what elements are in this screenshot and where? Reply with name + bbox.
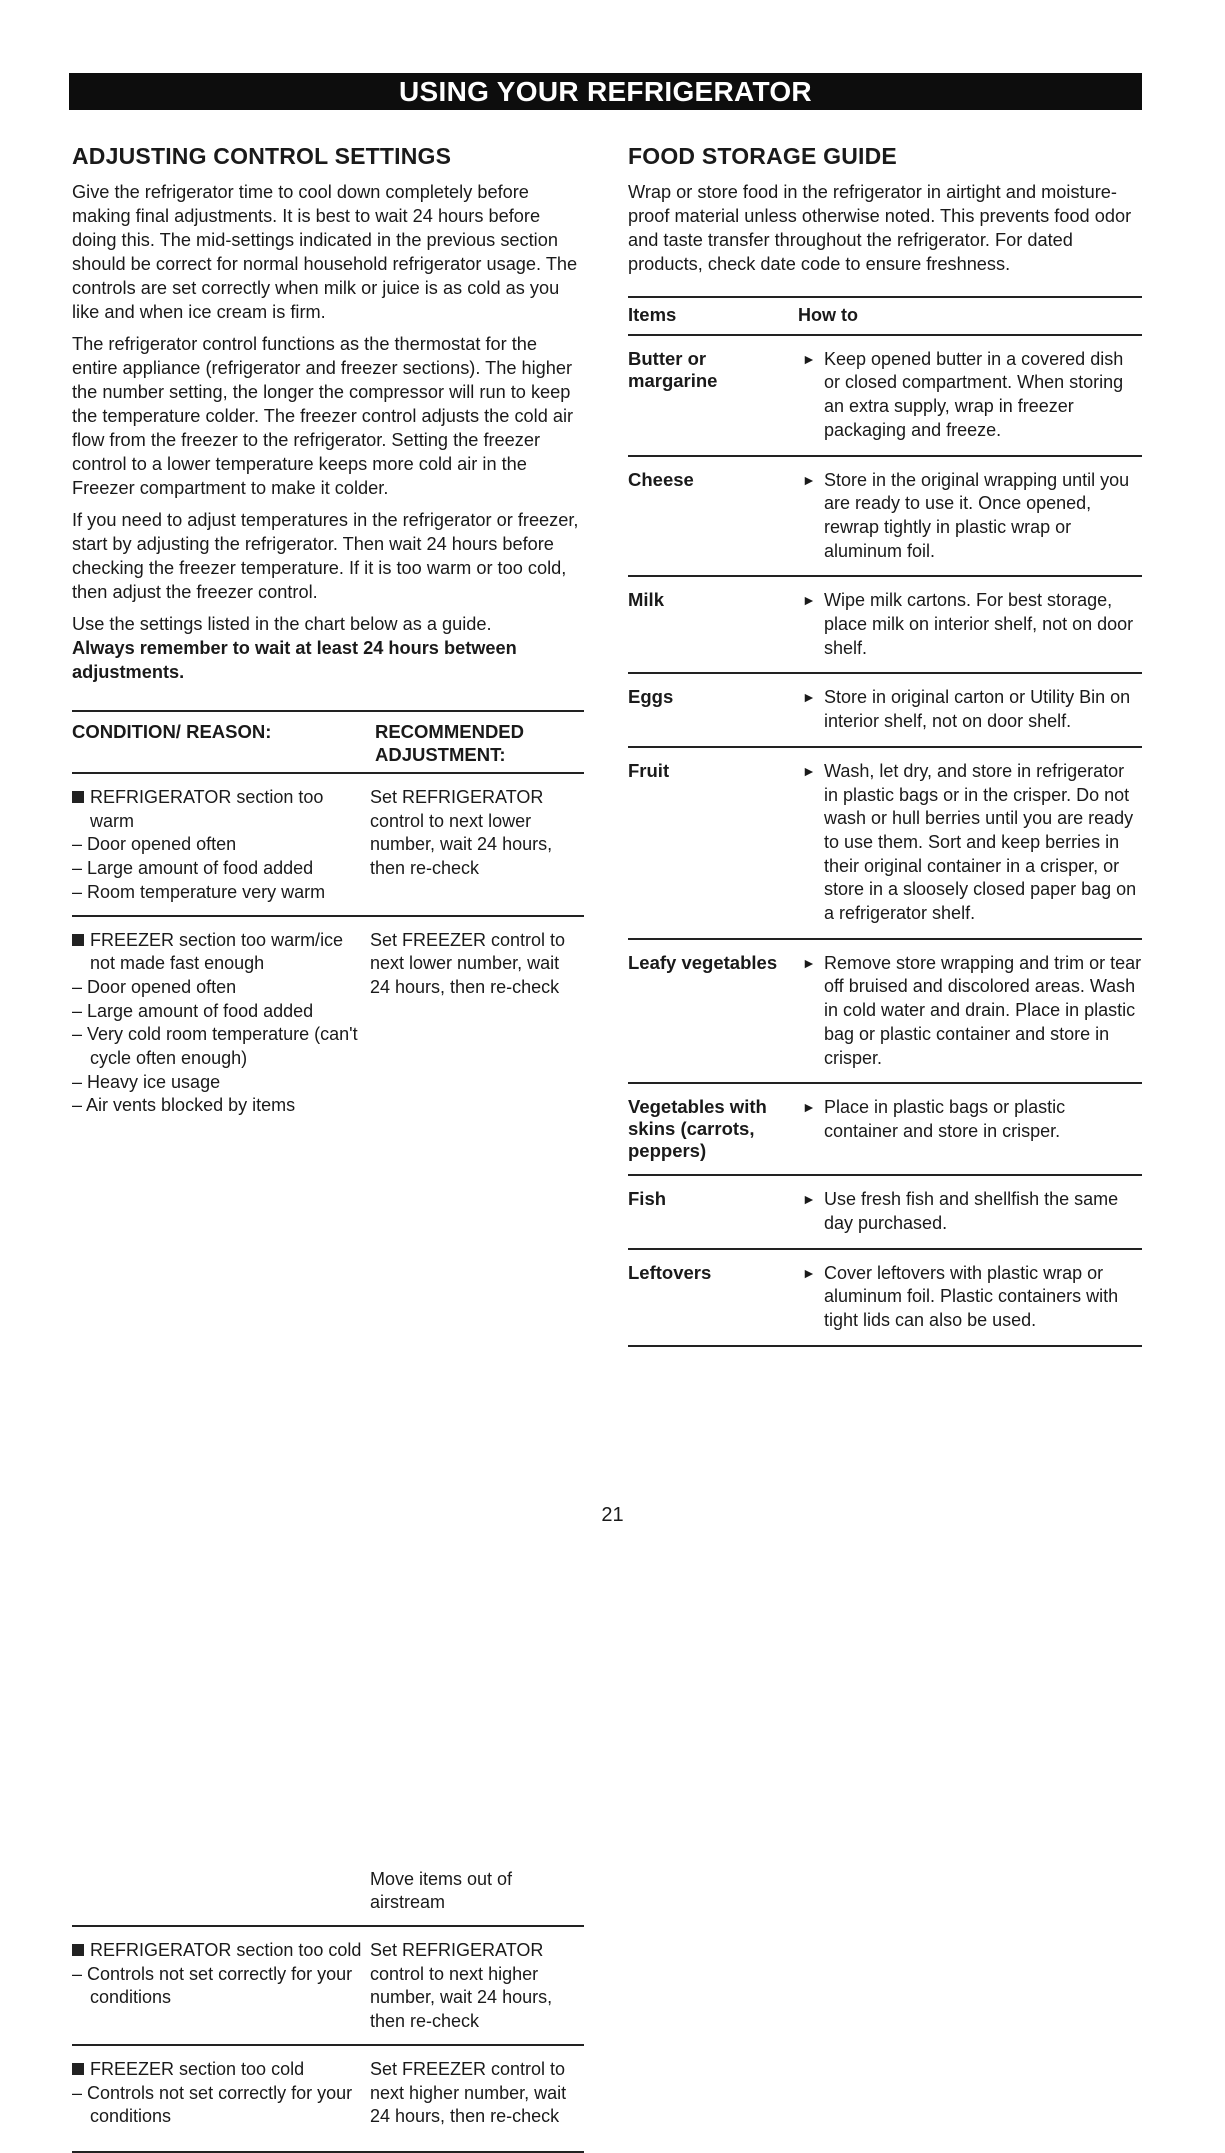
spacer xyxy=(370,1000,584,1868)
howto-cell xyxy=(798,1262,1142,1333)
triangle-arrow-icon: ► xyxy=(802,689,816,706)
condition-text xyxy=(72,1939,370,1963)
header-adjustment: RECOMMENDED ADJUSTMENT: xyxy=(374,721,524,765)
reason-item: – Large amount of food added xyxy=(72,858,314,879)
howto-text: Place in plastic bags or plastic container and store in crisper. xyxy=(824,1097,1066,1141)
howto-cell xyxy=(798,952,1142,1071)
food-storage-table xyxy=(628,296,1142,1347)
control-rows xyxy=(72,774,584,2153)
condition-cell xyxy=(72,929,370,1916)
square-bullet-icon xyxy=(72,791,84,803)
triangle-arrow-icon: ► xyxy=(802,954,816,971)
table-row xyxy=(72,2046,584,2153)
section-title-adjusting: ADJUSTING CONTROL SETTINGS xyxy=(72,143,452,169)
reason-item: – Room temperature very warm xyxy=(72,881,326,902)
header-howto: How to xyxy=(798,305,858,325)
condition-label: REFRIGERATOR section too cold xyxy=(90,1940,362,1961)
page-number: 21 xyxy=(601,1504,624,1526)
intro-paragraph: Wrap or store food in the refrigerator in airtight and moisture-proof material unless otherwise noted. This prevents food odor and taste transfer throughout the refrigerator. For dated products, check date code to ensure freshness. xyxy=(628,182,1132,274)
item-name: Leafy vegetables xyxy=(628,951,778,973)
adjustment-secondary: Move items out of airstream xyxy=(370,1868,513,1913)
howto-text: Store in the original wrapping until you are ready to use it. Once opened, rewrap tightly in plastic wrap or aluminum foil. xyxy=(824,469,1130,561)
table-row xyxy=(628,1084,1142,1176)
paragraph: The refrigerator control functions as the thermostat for the entire appliance (refrigerator and freezer sections). The higher the number setting, the longer the compressor will run to keep the temperature colder. The freezer control adjusts the cold air flow from the freezer to the refrigerator. Setting the freezer control to a lower temperature keeps more cold air in the Freezer compartment to make it colder. xyxy=(72,334,574,498)
reason-item: – Large amount of food added xyxy=(72,1000,314,1021)
condition-label: FREEZER section too warm/ice not made fast enough xyxy=(90,929,344,974)
triangle-arrow-icon: ► xyxy=(802,471,816,488)
adjusting-controls-section xyxy=(72,143,584,2153)
paragraph: Give the refrigerator time to cool down completely before making final adjustments. It is best to wait 24 hours before doing this. The mid-settings indicated in the previous section should be correct for normal household refrigerator usage. The controls are set correctly when milk or juice is as cold as you like and when ice cream is firm. xyxy=(72,182,578,322)
triangle-arrow-icon: ► xyxy=(802,1191,816,1208)
header-condition: CONDITION/ REASON: xyxy=(72,721,272,742)
howto-cell xyxy=(798,469,1142,564)
reason-item: – Controls not set correctly for your conditions xyxy=(72,1963,353,2008)
table-row xyxy=(628,674,1142,747)
square-bullet-icon xyxy=(72,934,84,946)
square-bullet-icon xyxy=(72,2063,84,2075)
adjustment-text: Set REFRIGERATOR control to next lower number, wait 24 hours, then re-check xyxy=(370,787,553,879)
table-row xyxy=(628,577,1142,674)
section-title-food-storage: FOOD STORAGE GUIDE xyxy=(628,143,897,169)
adjustment-cell xyxy=(370,1939,584,2034)
howto-cell xyxy=(798,1096,1142,1162)
table-row xyxy=(628,748,1142,940)
condition-text xyxy=(72,2058,370,2082)
table-row xyxy=(72,917,584,1928)
reason-item: – Heavy ice usage xyxy=(72,1071,221,1092)
table-row xyxy=(628,1250,1142,1347)
howto-text: Use fresh fish and shellfish the same day purchased. xyxy=(824,1189,1119,1233)
header-items: Items xyxy=(628,304,677,325)
control-settings-table xyxy=(72,710,584,2153)
howto-cell xyxy=(798,760,1142,926)
table-header xyxy=(72,712,584,774)
table-row xyxy=(628,336,1142,457)
howto-cell xyxy=(798,589,1142,660)
food-storage-section xyxy=(628,143,1142,1347)
triangle-arrow-icon: ► xyxy=(802,350,816,367)
adjustment-text: Set REFRIGERATOR control to next higher number, wait 24 hours, then re-check xyxy=(370,1940,553,2032)
reason-item: – Controls not set correctly for your conditions xyxy=(72,2082,353,2127)
howto-text: Wipe milk cartons. For best storage, place milk on interior shelf, not on door shelf. xyxy=(824,590,1134,658)
item-name: Fruit xyxy=(628,759,670,781)
item-name: Vegetables with skins (carrots, peppers) xyxy=(628,1096,767,1162)
paragraph: Use the settings listed in the chart below as a guide. xyxy=(72,614,492,634)
triangle-arrow-icon: ► xyxy=(802,1264,816,1281)
paragraph: If you need to adjust temperatures in the refrigerator or freezer, start by adjusting the refrigerator. Then wait 24 hours before checking the freezer temperature. If it is too warm or too cold, then adjust the freezer control. xyxy=(72,510,579,602)
table-header xyxy=(628,298,1142,336)
storage-rows xyxy=(628,336,1142,1347)
item-name: Eggs xyxy=(628,686,674,708)
triangle-arrow-icon: ► xyxy=(802,1099,816,1116)
item-name: Butter or margarine xyxy=(628,347,718,391)
adjustment-cell xyxy=(370,929,584,1916)
condition-cell xyxy=(72,786,370,905)
reason-item: – Door opened often xyxy=(72,834,237,855)
adjustment-text: Set FREEZER control to next higher number, wait 24 hours, then re-check xyxy=(370,2058,567,2127)
square-bullet-icon xyxy=(72,1944,84,1956)
item-name: Milk xyxy=(628,589,664,611)
condition-text xyxy=(72,786,370,833)
triangle-arrow-icon: ► xyxy=(802,592,816,609)
bold-note: Always remember to wait at least 24 hours between adjustments. xyxy=(72,638,517,682)
page-banner: USING YOUR REFRIGERATOR xyxy=(69,73,1142,110)
reason-item: – Air vents blocked by items xyxy=(72,1095,296,1116)
table-row xyxy=(628,940,1142,1085)
item-name: Fish xyxy=(628,1188,667,1210)
condition-label: FREEZER section too cold xyxy=(90,2058,305,2079)
table-row xyxy=(628,1176,1142,1249)
reason-item: – Door opened often xyxy=(72,976,237,997)
triangle-arrow-icon: ► xyxy=(802,762,816,779)
item-name: Leftovers xyxy=(628,1261,712,1283)
condition-cell xyxy=(72,2058,370,2129)
table-row xyxy=(628,457,1142,578)
howto-text: Keep opened butter in a covered dish or closed compartment. When storing an extra supply, wrap in freezer packaging and freeze. xyxy=(824,348,1124,440)
adjustment-text: Set FREEZER control to next lower number, wait 24 hours, then re-check xyxy=(370,929,566,997)
howto-cell xyxy=(798,686,1142,733)
howto-text: Store in original carton or Utility Bin on interior shelf, not on door shelf. xyxy=(824,687,1131,732)
adjustment-cell xyxy=(370,786,584,905)
howto-cell xyxy=(798,348,1142,443)
condition-text xyxy=(72,929,370,976)
item-name: Cheese xyxy=(628,468,694,490)
condition-label: REFRIGERATOR section too warm xyxy=(90,787,324,831)
condition-cell xyxy=(72,1939,370,2034)
reason-item: – Very cold room temperature (can't cycle often enough) xyxy=(72,1024,358,1069)
howto-text: Wash, let dry, and store in refrigerator in plastic bags or in the crisper. Do not wash or hull berries until you are ready to use them. Sort and keep berries in their original container in a crisper, or store in a sloosely closed paper bag on a refrigerator shelf. xyxy=(824,760,1137,924)
howto-text: Remove store wrapping and trim or tear off bruised and discolored areas. Wash in cold water and drain. Place in plastic bag or plastic container and store in crisper. xyxy=(824,952,1142,1068)
table-row xyxy=(72,774,584,917)
table-row xyxy=(72,1927,584,2046)
adjustment-cell xyxy=(370,2058,584,2129)
howto-text: Cover leftovers with plastic wrap or aluminum foil. Plastic containers with tight lids can also be used. xyxy=(824,1262,1119,1331)
howto-cell xyxy=(798,1188,1142,1235)
